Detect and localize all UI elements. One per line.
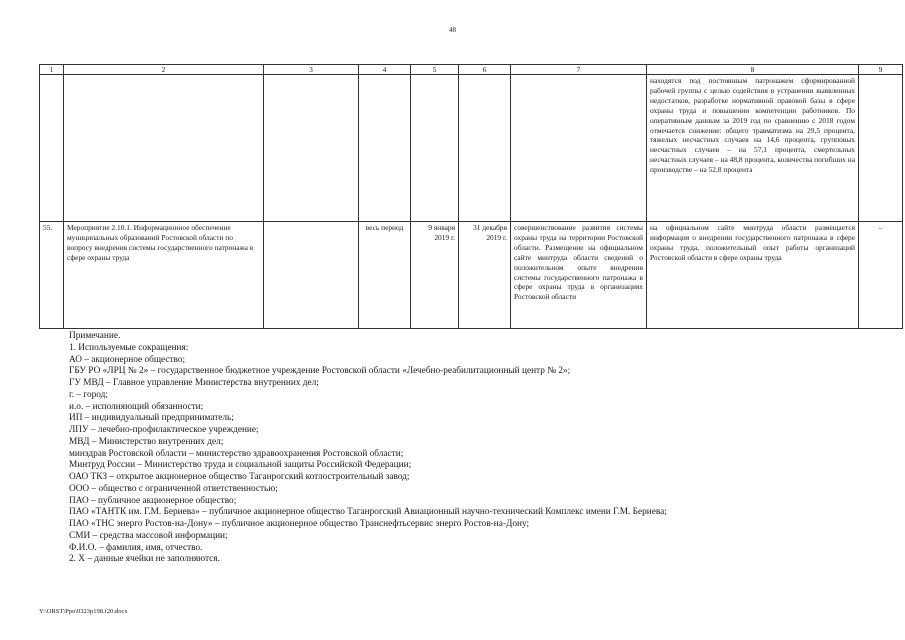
note-line: ГУ МВД – Главное управление Министерства внутренних дел; <box>69 378 319 388</box>
note-line: МВД – Министерство внутренних дел; <box>69 436 224 447</box>
note-line: Минтруд России – Министерство труда и социальной защиты Российской Федерации; <box>69 460 412 471</box>
table-cell <box>40 75 64 222</box>
note-line: ООО – общество с ограниченной ответственностью; <box>69 483 278 494</box>
period-cell: весь период <box>359 222 411 329</box>
note-line: ПАО – публичное акционерное общество; <box>69 495 237 506</box>
column-number: 1 <box>40 65 64 75</box>
note-line: 1. Используемые сокращения: <box>69 342 189 353</box>
note-line: ПАО «ТНС энерго Ростов-на-Дону» – публичное акционерное общество Транснефтьсервис энерго Ростов-на-Дону; <box>69 519 530 529</box>
notes-section <box>69 331 667 566</box>
table-cell <box>859 75 903 222</box>
note-line: АО – акционерное общество; <box>69 354 186 365</box>
note-line: и.о. – исполняющий обязанности; <box>69 401 204 412</box>
column-number: 5 <box>411 65 459 75</box>
event-cell: Мероприятие 2.10.1. Информационное обеспечение муниципальных образований Ростовской области по вопросу внедрения системы государственного патронажа в сфере охраны труда <box>64 222 264 329</box>
executor-cell <box>264 222 359 329</box>
actual-result-cell: на официальном сайте минтруда области размещается информация о внедрении государственного патронажа в сфере охраны труда, положительный опыт работы организаций Ростовской области в сфере охраны труда <box>647 222 859 329</box>
table-cell <box>264 75 359 222</box>
table-cell <box>411 75 459 222</box>
column-number: 9 <box>859 65 903 75</box>
expected-result-cell: совершенствование развития системы охраны труда на территории Ростовской области. Размещение на официальном сайте минтруда области сведений о положительном опыте внедрения системы государственного патронажа в сфере охраны труда в организациях Ростовской области <box>511 222 647 329</box>
column-number: 2 <box>64 65 264 75</box>
column-number-row <box>40 65 903 75</box>
actual-result-cell: находятся под постоянным патронажем сформированной рабочей группы с целью содействия в устранении выявленных недостатков, разработке нормативной правовой базы в сфере охраны труда и повышении компетенции работников. По оперативным данным за 2019 год по сравнению с 2018 годом отмечается снижение: общего травматизма на 29,5 процента, тяжелых несчастных случаев на 14,6 процента, групповых несчастных случаев – на 57,1 процента, смертельных несчастных случаев – на 48,8 процента, количества погибших на производстве – на 52,8 процента <box>647 75 859 222</box>
report-table <box>39 64 903 329</box>
note-line: ПАО «ТАНТК им. Г.М. Бериева» – публичное акционерное общество Таганрогский Авиационный научно-технический Комплекс имени Г.М. Бериева; <box>69 507 667 518</box>
table-row <box>40 75 903 222</box>
page-number: 48 <box>449 26 456 34</box>
file-path-footer: Y:\ORST\Ppo\0323p198.f20.docx <box>39 608 128 615</box>
note-line: ЛПУ – лечебно-профилактическое учреждение; <box>69 425 259 435</box>
note-line: СМИ – средства массовой информации; <box>69 530 228 541</box>
column-number: 6 <box>459 65 511 75</box>
note-line: ИП – индивидуальный предприниматель; <box>69 413 234 424</box>
dash-cell: – <box>859 222 903 329</box>
start-date-cell: 9 января 2019 г. <box>411 222 459 329</box>
note-line: 2. X – данные ячейки не заполняются. <box>69 554 220 565</box>
note-line: Ф.И.О. – фамилия, имя, отчество. <box>69 542 203 553</box>
note-line: ОАО ТКЗ – открытое акционерное общество Таганрогский котлостроительный завод; <box>69 472 410 482</box>
table-cell <box>511 75 647 222</box>
row-number: 55. <box>40 222 64 329</box>
column-number: 7 <box>511 65 647 75</box>
column-number: 4 <box>359 65 411 75</box>
note-line: г. – город; <box>69 389 108 400</box>
table-cell <box>459 75 511 222</box>
note-line: минздрав Ростовской области – министерство здравоохранения Ростовской области; <box>69 448 404 459</box>
end-date-cell: 31 декабря 2019 г. <box>459 222 511 329</box>
note-line: Примечание. <box>69 331 121 341</box>
table-cell <box>64 75 264 222</box>
column-number: 8 <box>647 65 859 75</box>
table-row <box>40 222 903 329</box>
column-number: 3 <box>264 65 359 75</box>
table-cell <box>359 75 411 222</box>
note-line: ГБУ РО «ЛРЦ № 2» – государственное бюджетное учреждение Ростовской области «Лечебно-реабилитационный центр № 2»; <box>69 366 571 377</box>
